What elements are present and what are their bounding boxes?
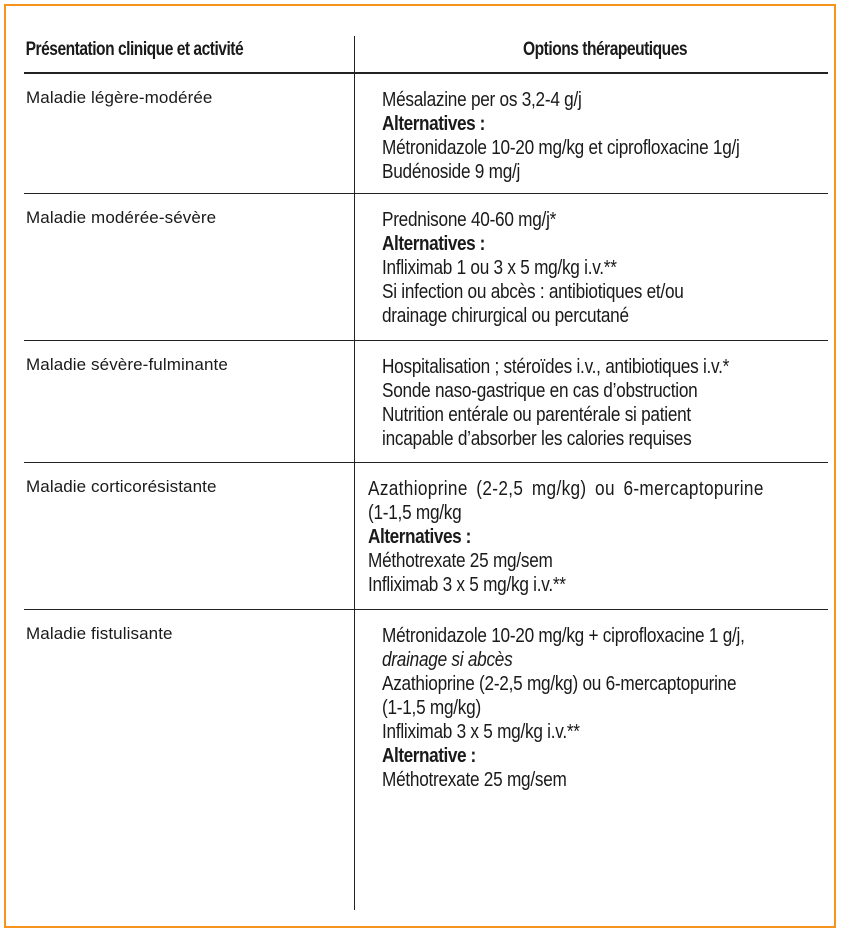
option-line: Infliximab 3 x 5 mg/kg i.v.** xyxy=(367,574,566,596)
table-frame xyxy=(4,4,836,928)
therapy-table xyxy=(24,28,828,820)
option-line: Budénoside 9 mg/j xyxy=(382,161,521,183)
options-cell xyxy=(354,194,828,340)
option-line: Azathioprine (2-2,5 mg/kg) ou 6-mercaptopurine xyxy=(367,478,764,500)
options-cell xyxy=(354,341,828,462)
option-line: Hospitalisation ; stéroïdes i.v., antibiotiques i.v.* xyxy=(382,356,730,378)
option-line: Métronidazole 10-20 mg/kg + ciprofloxacine 1 g/j, xyxy=(382,625,745,647)
option-line: Méthotrexate 25 mg/sem xyxy=(382,769,567,791)
option-line: Métronidazole 10-20 mg/kg et ciprofloxacine 1g/j xyxy=(382,137,740,159)
option-line: Méthotrexate 25 mg/sem xyxy=(367,550,553,572)
options-cell xyxy=(354,74,828,193)
alternatives-label: Alternatives : xyxy=(382,233,485,255)
option-line: Infliximab 3 x 5 mg/kg i.v.** xyxy=(382,721,580,743)
table-header-row xyxy=(24,28,828,74)
option-line: Infliximab 1 ou 3 x 5 mg/kg i.v.** xyxy=(382,257,617,279)
option-line: drainage si abcès xyxy=(382,649,513,671)
option-line: Sonde naso-gastrique en cas d’obstruction xyxy=(382,380,698,402)
header-options: Options thérapeutiques xyxy=(522,39,688,60)
option-line: Azathioprine (2-2,5 mg/kg) ou 6-mercaptopurine xyxy=(382,673,737,695)
presentation-cell: Maladie fistulisante xyxy=(26,624,173,643)
option-line: Prednisone 40-60 mg/j* xyxy=(382,209,557,231)
alternatives-label: Alternatives : xyxy=(382,113,485,135)
option-line: (1-1,5 mg/kg) xyxy=(382,697,481,719)
option-line: (1-1,5 mg/kg xyxy=(367,502,462,524)
option-line: Nutrition entérale ou parentérale si patient xyxy=(382,404,691,426)
presentation-cell: Maladie modérée-sévère xyxy=(26,208,217,227)
alternatives-label: Alternative : xyxy=(382,745,476,767)
option-line: Mésalazine per os 3,2-4 g/j xyxy=(382,89,582,111)
table-row xyxy=(24,463,828,610)
table-row xyxy=(24,610,828,820)
presentation-cell: Maladie corticorésistante xyxy=(26,477,217,496)
header-presentation: Présentation clinique et activité xyxy=(25,39,244,60)
table-row xyxy=(24,194,828,341)
option-line: drainage chirurgical ou percutané xyxy=(382,305,629,327)
presentation-cell: Maladie sévère-fulminante xyxy=(26,355,228,374)
table-row xyxy=(24,341,828,463)
option-line: Si infection ou abcès : antibiotiques et/ou xyxy=(382,281,684,303)
presentation-cell: Maladie légère-modérée xyxy=(26,88,213,107)
table-row xyxy=(24,74,828,194)
alternatives-label: Alternatives : xyxy=(367,526,471,548)
options-cell xyxy=(340,463,828,609)
options-cell xyxy=(354,610,828,820)
option-line: incapable d’absorber les calories requises xyxy=(382,428,692,450)
